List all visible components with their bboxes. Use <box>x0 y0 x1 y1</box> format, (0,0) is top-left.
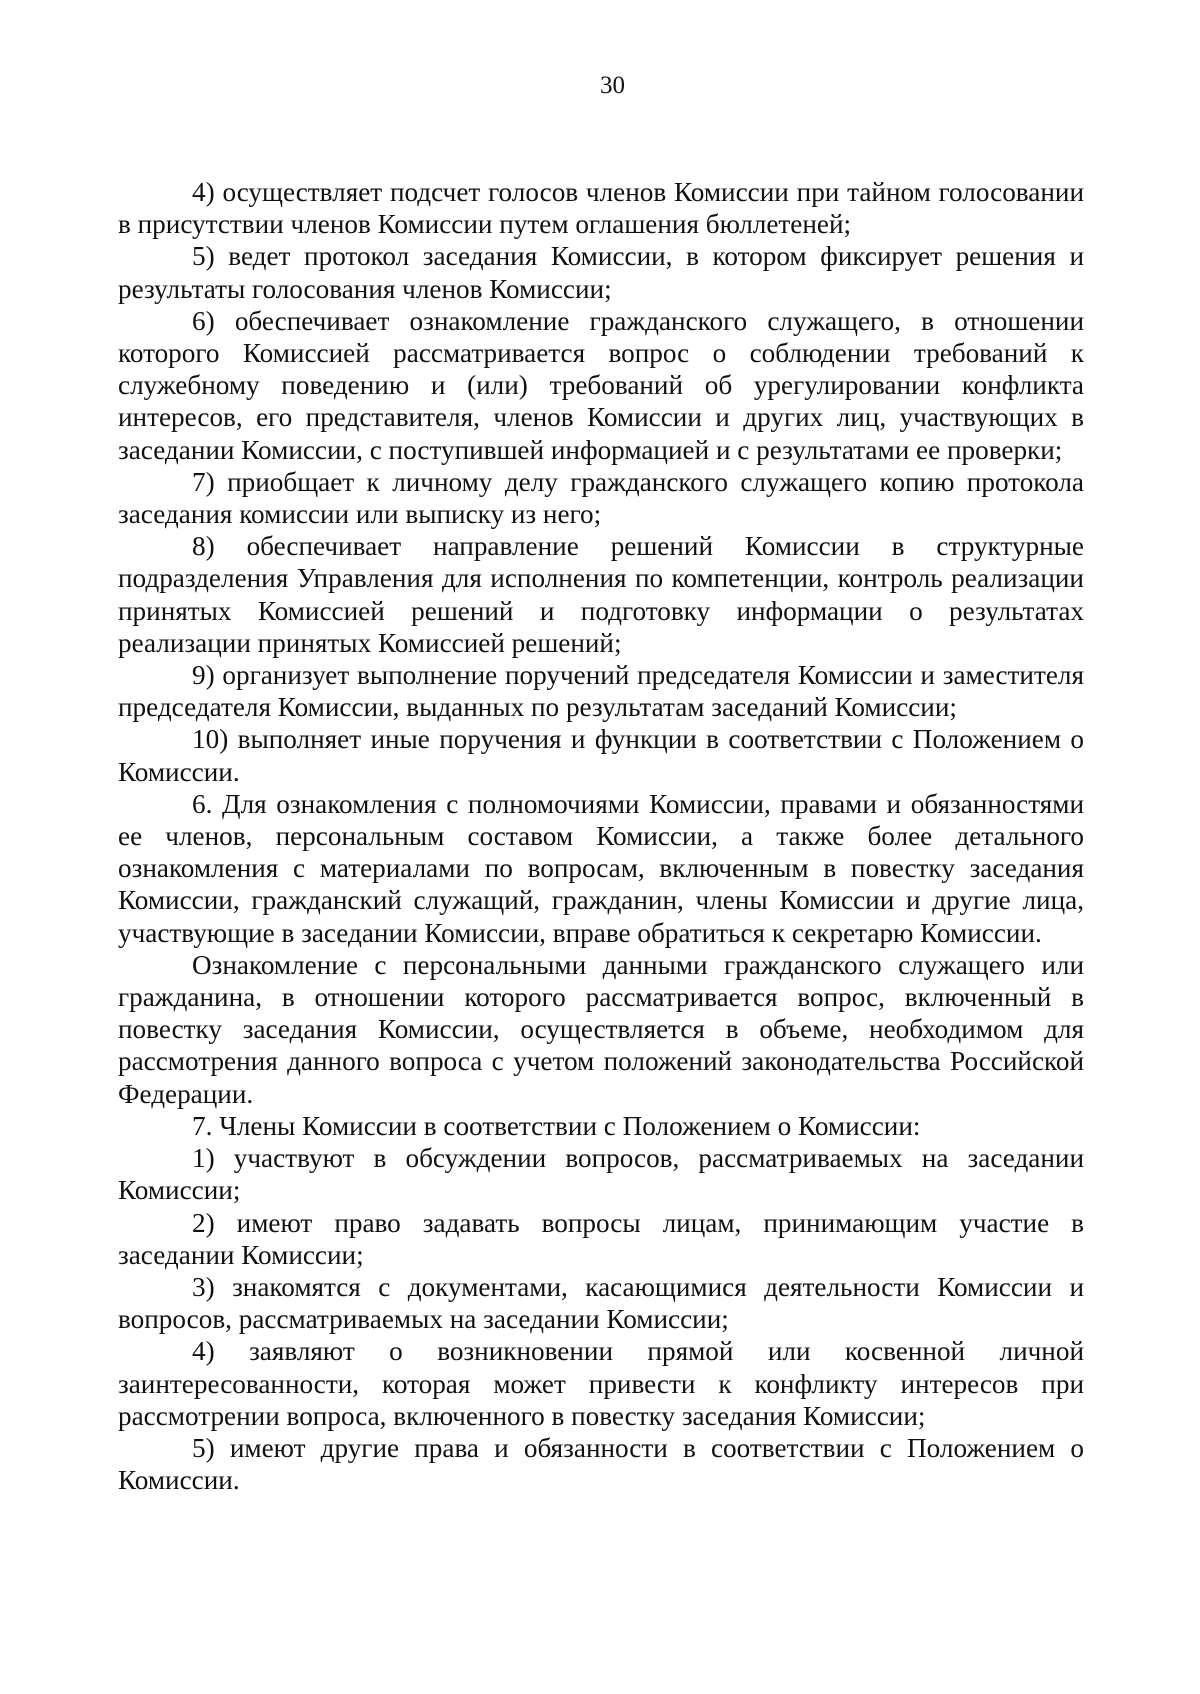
section-6-access: 6. Для ознакомления с полномочиями Комиссии, правами и обязанностями ее членов, персональным составом Комиссии, а также более детального ознакомления с материалами по вопросам, включенным в повестку заседания Комиссии, гражданский служащий, гражданин, члены Комиссии и другие лица, участвующие в заседании Комиссии, вправе обратиться к секретарю Комиссии. <box>118 788 1084 948</box>
member-right-3-documents: 3) знакомятся с документами, касающимися деятельности Комиссии и вопросов, рассматриваемых на заседании Комиссии; <box>118 1271 1084 1335</box>
member-right-1-discussion: 1) участвуют в обсуждении вопросов, рассматриваемых на заседании Комиссии; <box>118 1143 1084 1206</box>
section-6-personal-data: Ознакомление с персональными данными гражданского служащего или гражданина, в отношении которого рассматривается вопрос, включенный в повестку заседания Комиссии, осуществляется в объеме, необходимом для рассмотрения данного вопроса с учетом положений законодательства Российской Федерации. <box>118 949 1084 1109</box>
member-right-4-interest: 4) заявляют о возникновении прямой или косвенной личной заинтересованности, которая может привести к конфликту интересов при рассмотрении вопроса, включенного в повестку заседания Комиссии; <box>118 1336 1084 1431</box>
member-right-2-questions: 2) имеют право задавать вопросы лицам, принимающим участие в заседании Комиссии; <box>118 1207 1084 1270</box>
page-number: 30 <box>600 72 625 99</box>
paragraph-9-instructions: 9) организует выполнение поручений председателя Комиссии и заместителя председателя Комиссии, выданных по результатам заседаний Комиссии; <box>118 660 1084 723</box>
member-right-5-other: 5) имеют другие права и обязанности в соответствии с Положением о Комиссии. <box>118 1432 1084 1496</box>
paragraph-10-other-duties: 10) выполняет иные поручения и функции в соответствии с Положением о Комиссии. <box>118 724 1084 787</box>
paragraph-5-protocol: 5) ведет протокол заседания Комиссии, в котором фиксирует решения и результаты голосования членов Комиссии; <box>118 241 1084 304</box>
paragraph-8-decisions: 8) обеспечивает направление решений Комиссии в структурные подразделения Управления для исполнения по компетенции, контроль реализации принятых Комиссией решений и подготовку информации о результатах реализации принятых Комиссией решений; <box>118 531 1084 658</box>
document-body <box>118 176 1084 1496</box>
paragraph-7-personal-file: 7) приобщает к личному делу гражданского служащего копию протокола заседания комиссии или выписку из него; <box>118 466 1084 530</box>
section-7-members-heading: 7. Члены Комиссии в соответствии с Положением о Комиссии: <box>192 1110 921 1141</box>
paragraph-6-familiarization: 6) обеспечивает ознакомление гражданского служащего, в отношении которого Комиссией рассматривается вопрос о соблюдении требований к служебному поведению и (или) требований об урегулировании конфликта интересов, его представителя, членов Комиссии и других лиц, участвующих в заседании Комиссии, с поступившей информацией и с результатами ее проверки; <box>118 305 1084 465</box>
paragraph-4-vote-count: 4) осуществляет подсчет голосов членов Комиссии при тайном голосовании в присутствии членов Комиссии путем оглашения бюллетеней; <box>118 177 1084 240</box>
